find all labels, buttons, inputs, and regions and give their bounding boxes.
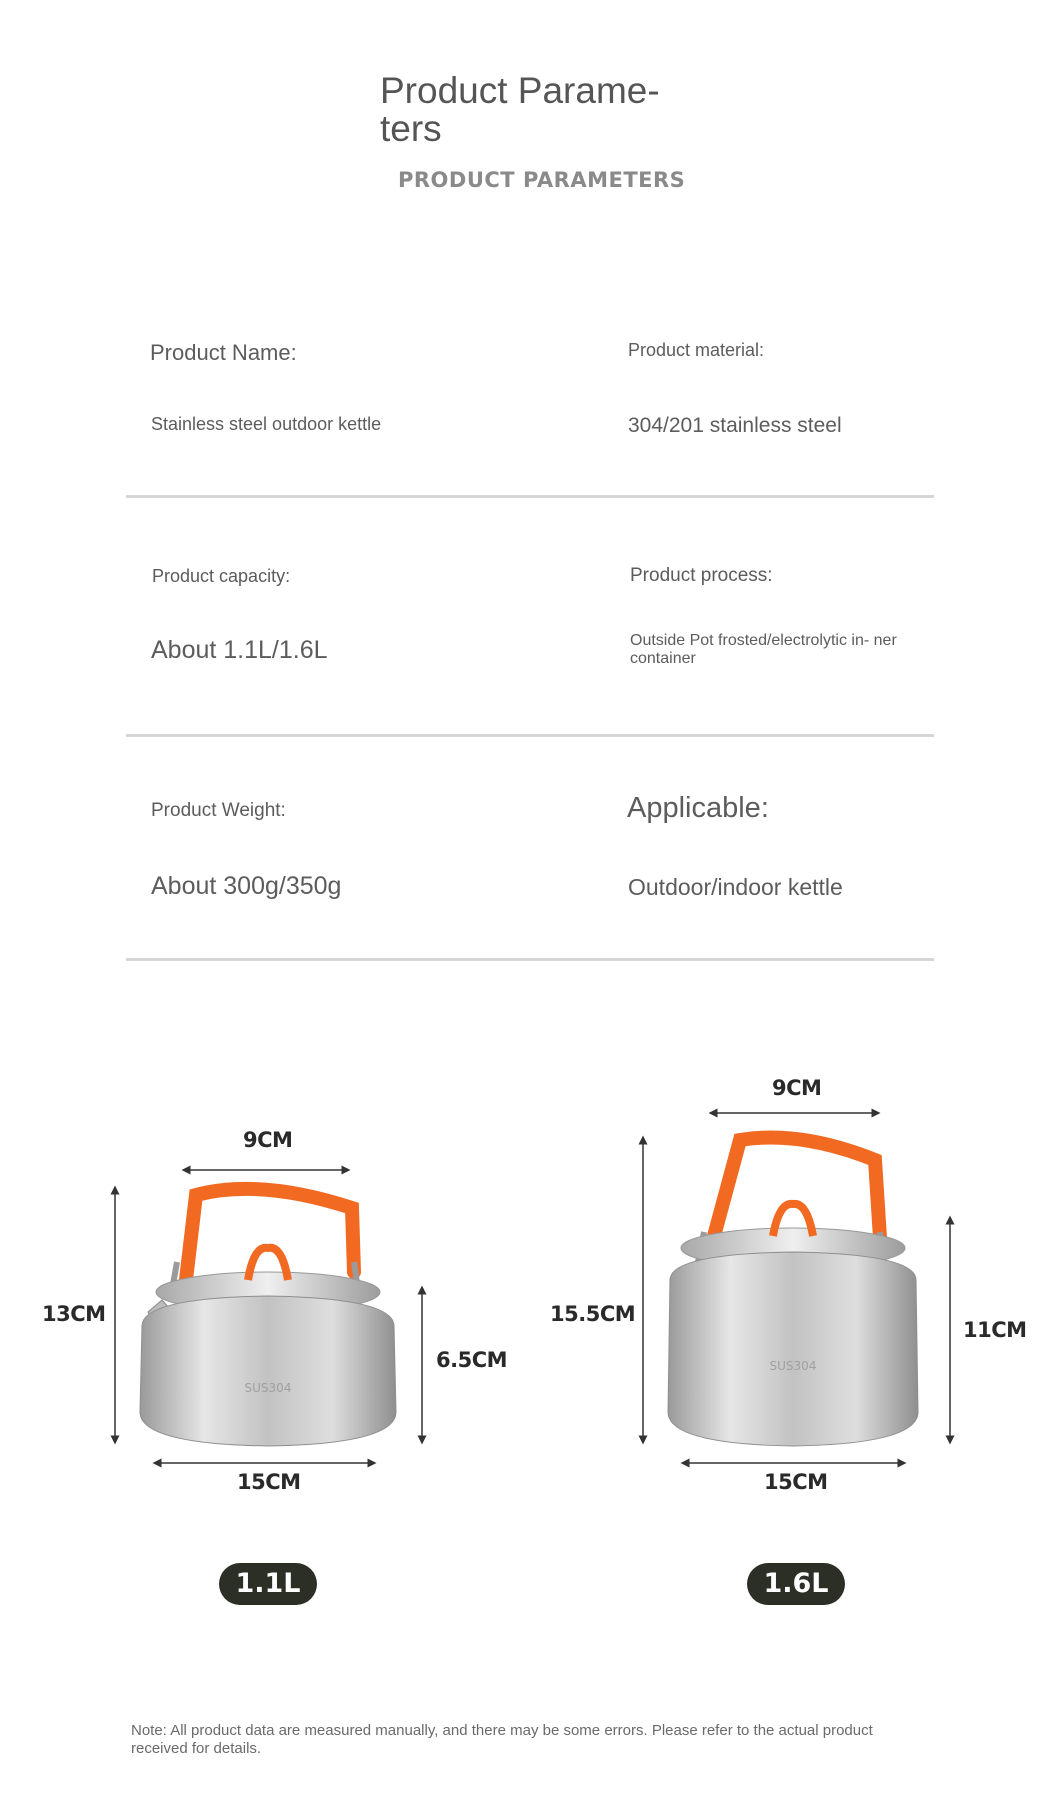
product-material-label: Product material: [628, 340, 765, 360]
product-material-value: 304/201 stainless steel [628, 414, 842, 437]
page-subtitle: PRODUCT PARAMETERS [398, 168, 686, 192]
product-process-value: Outside Pot frosted/electrolytic in- ner container [630, 632, 897, 667]
small-height-label: 13CM [42, 1302, 106, 1326]
product-process-label: Product process: [630, 565, 773, 586]
product-weight-value: About 300g/350g [151, 872, 342, 900]
kettle-small-image [140, 1189, 396, 1446]
capacity-badge-large: 1.6L [747, 1563, 845, 1605]
page-title: Product Parame- ters [380, 70, 660, 149]
small-bottom-width-label: 15CM [237, 1470, 301, 1494]
large-body-height-label: 11CM [963, 1318, 1027, 1342]
applicable-value: Outdoor/indoor kettle [628, 874, 843, 900]
product-capacity-label: Product capacity: [152, 566, 291, 586]
product-capacity-value: About 1.1L/1.6L [151, 636, 328, 664]
product-weight-label: Product Weight: [151, 800, 286, 821]
product-name-value: Stainless steel outdoor kettle [151, 414, 382, 434]
large-top-width-label: 9CM [772, 1076, 822, 1100]
product-name-label: Product Name: [150, 340, 297, 365]
stamp-large: SUS304 [769, 1359, 817, 1373]
large-bottom-width-label: 15CM [764, 1470, 828, 1494]
small-body-height-label: 6.5CM [436, 1348, 508, 1372]
stamp-small: SUS304 [244, 1381, 292, 1395]
capacity-badge-small: 1.1L [219, 1563, 317, 1605]
small-top-width-label: 9CM [243, 1128, 293, 1152]
applicable-label: Applicable: [627, 792, 769, 824]
large-height-label: 15.5CM [550, 1302, 636, 1326]
kettle-large-image [668, 1138, 918, 1447]
footer-note: Note: All product data are measured manually, and there may be some errors. Please refer to the actual product received for details. [131, 1722, 873, 1757]
